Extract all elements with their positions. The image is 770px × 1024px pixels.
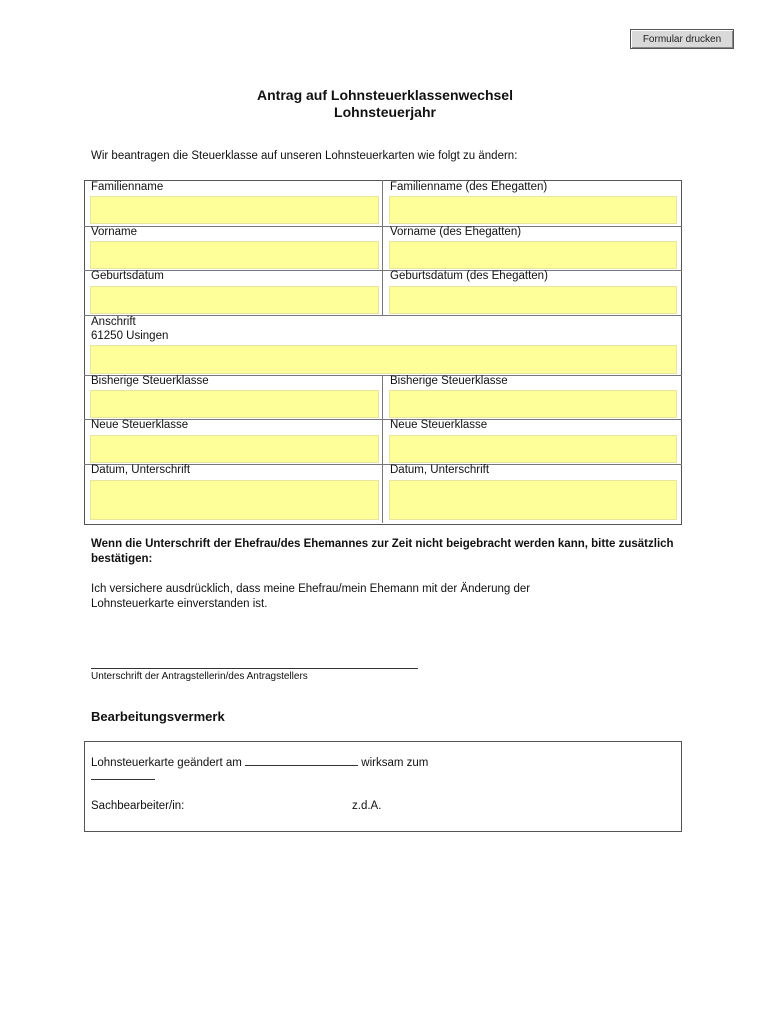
vorname-field[interactable] [90, 241, 379, 269]
label-familienname-ehegatte: Familienname (des Ehegatten) [390, 181, 548, 193]
confirmation-text: Ich versichere ausdrücklich, dass meine Ehefrau/mein Ehemann mit der Änderung der Lohnsteuerkarte einverstanden ist. [91, 583, 531, 610]
geburtsdatum-ehegatte-field[interactable] [389, 286, 677, 314]
intro-text: Wir beantragen die Steuerklasse auf unseren Lohnsteuerkarten wie folgt zu ändern: [91, 150, 518, 162]
anschrift-ort: 61250 Usingen [91, 330, 169, 342]
page-title: Antrag auf Lohnsteuerklassenwechsel [257, 87, 513, 103]
label-neue-steuerklasse: Neue Steuerklasse [91, 419, 189, 431]
label-vorname: Vorname [91, 226, 138, 238]
processing-line [91, 755, 428, 769]
label-neue-steuerklasse-ehegatte: Neue Steuerklasse [390, 419, 488, 431]
label-anschrift: Anschrift [91, 316, 136, 328]
clerk-label: Sachbearbeiter/in: [91, 800, 185, 812]
page-subtitle: Lohnsteuerjahr [334, 104, 436, 120]
label-datum-unterschrift-ehegatte: Datum, Unterschrift [390, 464, 490, 476]
label-familienname: Familienname [91, 181, 164, 193]
neue-steuerklasse-field[interactable] [90, 435, 379, 463]
print-form-button[interactable]: Formular drucken [630, 29, 734, 49]
signature-label: Unterschrift der Antragstellerin/des Antragstellers [91, 671, 308, 682]
neue-steuerklasse-ehegatte-field[interactable] [389, 435, 677, 463]
changed-on-blank [245, 755, 358, 766]
signature-line [91, 668, 418, 669]
familienname-ehegatte-field[interactable] [389, 196, 677, 224]
vorname-ehegatte-field[interactable] [389, 241, 677, 269]
row-divider [84, 315, 682, 316]
label-datum-unterschrift: Datum, Unterschrift [91, 464, 191, 476]
column-divider [382, 180, 383, 315]
zda-label: z.d.A. [352, 800, 382, 812]
signature-warning: Wenn die Unterschrift der Ehefrau/des Ehemannes zur Zeit nicht beigebracht werden kann, bitte zusätzlich bestätigen: [91, 538, 674, 565]
effective-date-blank [91, 779, 155, 780]
label-geburtsdatum: Geburtsdatum [91, 270, 164, 282]
processing-title: Bearbeitungsvermerk [91, 709, 225, 724]
datum-unterschrift-ehegatte-field[interactable] [389, 480, 677, 520]
bisherige-steuerklasse-field[interactable] [90, 390, 379, 418]
row-divider [84, 270, 682, 271]
changed-on-label: Lohnsteuerkarte geändert am [91, 757, 242, 769]
label-bisherige-steuerklasse: Bisherige Steuerklasse [91, 375, 209, 387]
familienname-field[interactable] [90, 196, 379, 224]
datum-unterschrift-field[interactable] [90, 480, 379, 520]
column-divider [382, 375, 383, 523]
label-bisherige-steuerklasse-ehegatte: Bisherige Steuerklasse [390, 375, 508, 387]
anschrift-field[interactable] [90, 345, 677, 374]
label-geburtsdatum-ehegatte: Geburtsdatum (des Ehegatten) [390, 270, 548, 282]
bisherige-steuerklasse-ehegatte-field[interactable] [389, 390, 677, 418]
effective-label: wirksam zum [361, 757, 429, 769]
geburtsdatum-field[interactable] [90, 286, 379, 314]
label-vorname-ehegatte: Vorname (des Ehegatten) [390, 226, 522, 238]
row-divider [84, 226, 682, 227]
